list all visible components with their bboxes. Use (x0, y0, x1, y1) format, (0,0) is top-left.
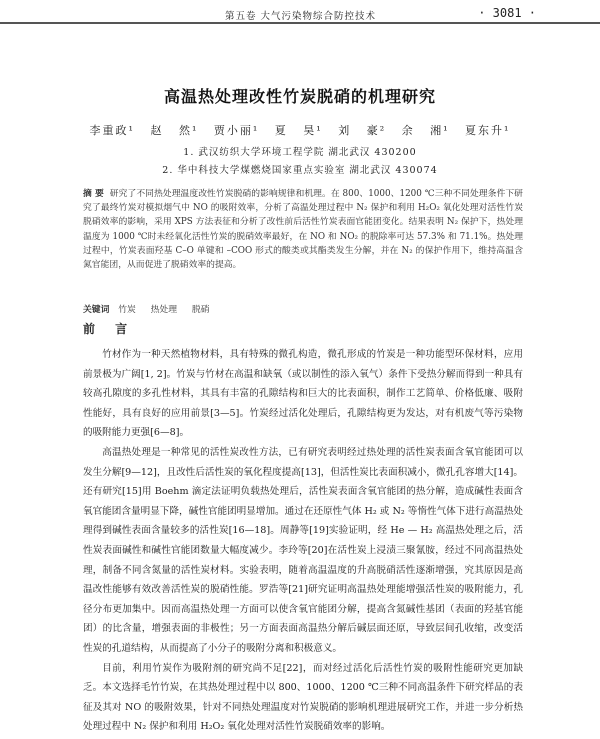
journal-name: 第五卷 大气污染物综合防控技术 (225, 11, 377, 22)
section-heading: 前 言 (83, 322, 136, 336)
author: 夏东升¹ (465, 124, 511, 137)
keywords-label: 关键词 (83, 305, 110, 315)
abstract-label: 摘 要 (83, 189, 104, 199)
affiliation-2: 2. 华中科技大学煤燃烧国家重点实验室 湖北武汉 430074 (162, 165, 438, 176)
author: 赵 然¹ (150, 124, 199, 137)
keywords (83, 302, 221, 315)
author: 刘 豪² (338, 124, 387, 137)
paper-title: 高温热处理改性竹炭脱硝的机理研究 (163, 87, 436, 106)
keyword: 脱硝 (191, 305, 210, 315)
paragraph: 目前，利用竹炭作为吸附剂的研究尚不足[22]，而对经过活化后活性竹炭的吸附性能研究更加缺乏。本文选择毛竹竹炭，在其热处理过程中以 800、1000、1200 ℃三种不同高温条件下研究样品的表征及其对 NO 的吸附效果，针对不同热处理温度对竹炭脱硝的影响机理进展研究工作，并进一步分析热处理过程中 N₂ 保护和利用 H₂O₂ 氧化处理对活性竹炭脱硝效率的影响。 (83, 662, 523, 733)
author: 余 湘¹ (401, 124, 450, 137)
header-rule (0, 22, 600, 24)
author: 贾小丽¹ (213, 124, 260, 137)
paragraph: 高温热处理是一种常见的活性炭改性方法，已有研究表明经过热处理的活性炭表面含氧官能团可以发生分解[9—12]，且改性后活性炭的氧化程度提高[13]，但活性炭比表面积减小，微孔孔容增大[14]。还有研究[15]用 Boehm 滴定法证明负载热处理后，活性炭表面含氧官能团的热分解，造成碱性表面含氧官能团含量明显下降，碱性官能团明显增加。通过在还原性气体 H₂ 或 N₂ 等惰性气体下进行高温热处理得到碱性表面含量较多的活性炭[16—18]。周静等[19]实验证明，经 He — H₂ 高温热处理之后，活性炭表面碱性和碱性官能团数量大幅度减少。李玲等[20]在活性炭上浸渍三聚氰胺，经过不同高温热处理，制备不同含氮量的活性炭材料。实验表明，随着高温温度的升高脱硝活性逐渐增强，究其原因是高温改性能够有效改善活性炭的脱硝性能。罗浩等[21]研究证明高温热处理能增强活性炭的吸附能力，孔径分布更加集中。因而高温热处理一方面可以使含氧官能团分解，提高含氮碱性基团（表面的羟基官能团）的比含量，增强表面的非极性；另一方面表面高温热分解后碱层面还原，导致层间孔收缩，改变活性炭的孔道结构，从而提高了小分子的吸附分离和积极意义。 (83, 446, 523, 654)
author: 夏 昊¹ (274, 124, 323, 137)
affiliation-1: 1. 武汉纺织大学环境工程学院 湖北武汉 430200 (183, 147, 417, 158)
author: 李重政¹ (89, 124, 135, 137)
paragraph: 竹材作为一种天然植物材料，具有特殊的微孔构造，微孔形成的竹炭是一种功能型环保材料，应用前景极为广阔[1, 2]。竹炭与竹材在高温和缺氧（或以制性的添入氧气）条件下受热分解而得到一种具有较高孔隙度的多孔性材料，其具有丰富的孔隙结构和巨大的比表面积，制作工艺简单、价格低廉、吸附性能好，具有良好的应用前景[3—5]。竹炭经过活化处理后，孔隙结构更为发达，对有机废气等污染物的吸附能力更强[6—8]。 (83, 349, 523, 439)
page-number: · 3081 · (478, 6, 536, 20)
keyword: 热处理 (150, 305, 178, 315)
abstract-text: 研究了不同热处理温度改性竹炭脱硝的影响规律和机理。在 800、1000、1200 ℃三种不同处理条件下研究了最终竹炭对模拟烟气中 NO 的吸附效率，分析了高温处理过程中 N₂ 保护和利用 H₂O₂ 氧化处理对活性竹炭脱硝效率的影响，采用 XPS 方法表征和分析了改性前后活性竹炭表面官能团变化。结果表明 N₂ 保护下，热处理温度为 1000 ℃时未经氧化活性竹炭的脱硝效率最好，在 NO 和 NO₂ 的脱除率可达 57.3% 和 71.1%。热处理过程中，竹炭表面羟基 C–O 单键和 –COO 形式的酸类或其酯类发生分解，并在 N₂ 的保护作用下，维持高温含氮官能团，从而促进了脱硝效率的提高。 (83, 189, 523, 271)
abstract (83, 187, 523, 272)
keyword: 竹炭 (118, 305, 136, 315)
journal-header (0, 0, 600, 28)
author-list (0, 122, 600, 138)
body-text (83, 345, 523, 737)
